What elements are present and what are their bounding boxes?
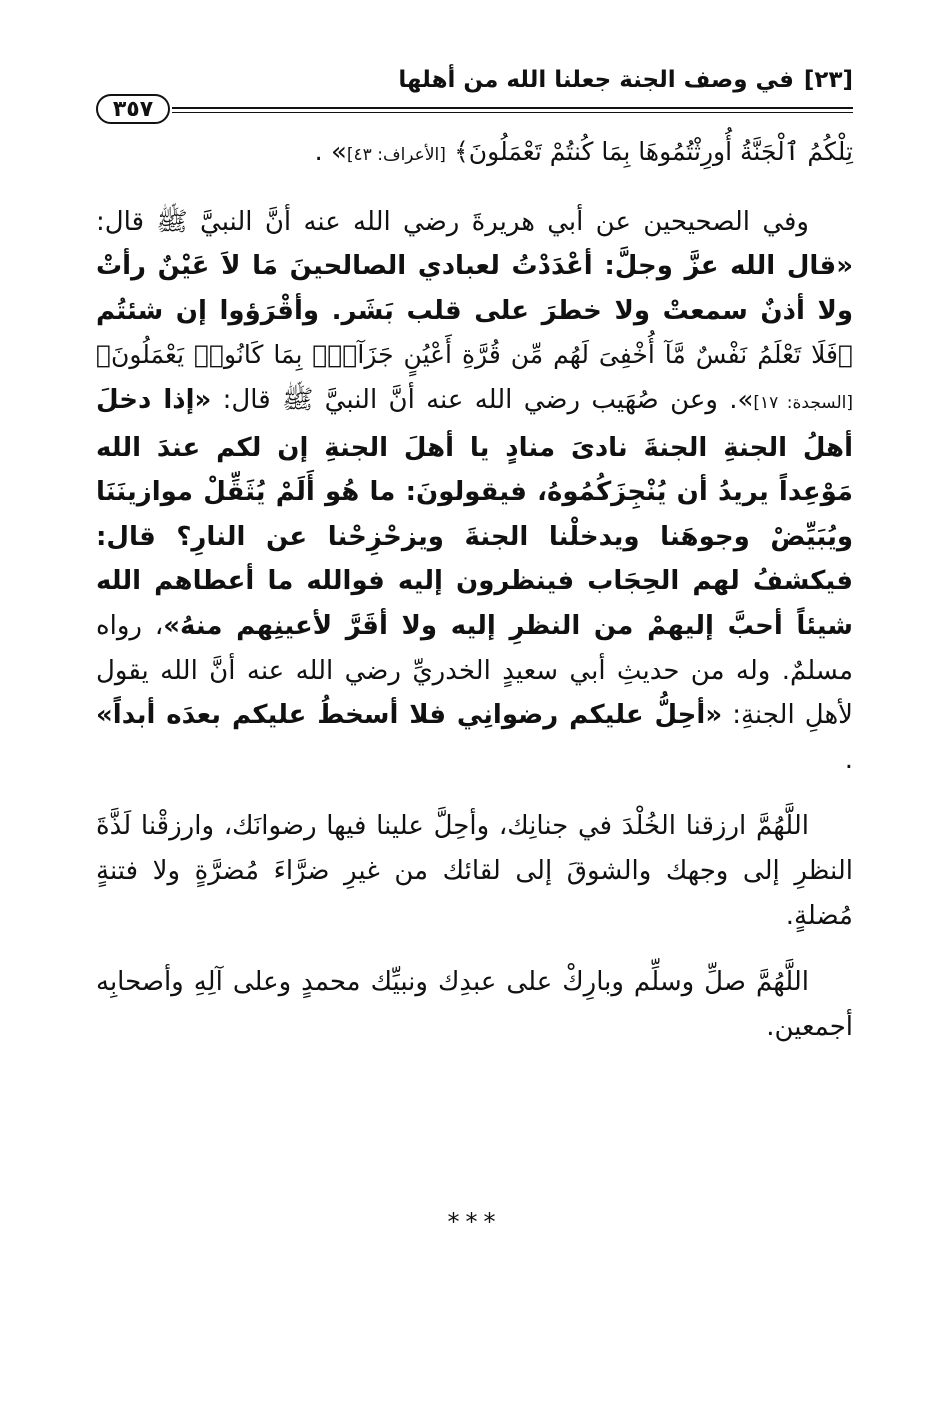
- hadith-narration: ، رواه مسلمٌ. وله من حديثِ أبي سعيدٍ الخدريِّ رضي الله عنه أنَّ الله يقول لأهلِ الجنةِ:: [96, 610, 854, 731]
- running-header: [96, 60, 853, 100]
- body-text: [96, 130, 853, 1049]
- hadith-qudsi: «قال الله عزَّ وجلَّ: أعْدَدْتُ لعبادي الصالحينَ مَا لاَ عَيْنٌ رأتْ ولا أذنٌ سمعتْ ولا خطرَ على قلب بَشَر. وأقْرَؤوا إن شئتُم: [96, 251, 853, 326]
- chapter-number: [٢٣]: [803, 67, 853, 93]
- paragraph-supplication-2: اللَّهُمَّ صلِّ وسلِّم وبارِكْ على عبدِك ونبيِّك محمدٍ وعلى آلِهِ وأصحابِه أجمعين.: [96, 967, 853, 1042]
- header-rule: [172, 107, 853, 109]
- verse-reference: [الأعراف: ٤٣]: [346, 145, 446, 165]
- paragraph-supplication-1: اللَّهُمَّ ارزقنا الخُلْدَ في جنانِك، وأحِلَّ علينا فيها رضوانَك، وارزقْنا لَذَّةَ النظرِ إلى وجهك والشوقَ إلى لقائك من غيرِ ضرَّاءَ مُضرَّةٍ ولا فتنةٍ مُضلةٍ.: [96, 811, 853, 931]
- verse-tail: » .: [314, 137, 347, 167]
- hadith-abu-said: «أحِلُّ عليكم رضوانِي فلا أسخطُ عليكم بعدَه أبداً»: [96, 700, 723, 731]
- verse-continuation: [96, 130, 853, 178]
- quran-verse-sajdah: ﴿فَلَا تَعْلَمُ نَفْسٌ مَّآ أُخْفِىَ لَهُم مِّن قُرَّةِ أَعْيُنٍ جَزَآءًۢ بِمَا كَانُوا۟ يَعْمَلُونَ﴾: [96, 340, 853, 370]
- hadith-suhayb: «إذا دخلَ أهلُ الجنةِ الجنةَ نادىَ منادٍ يا أهلَ الجنةِ إن لكم عندَ الله مَوْعِداً يريدُ أن يُنْجِزَكُمُوهُ، فيقولونَ: ما هُو أَلَمْ يُثَقِّلْ موازينَنَا ويُبَيِّضْ وجوهَنا ويدخلْنا الجنةَ ويزحْزِحْنا عن النارِ؟ قال: فيكشفُ لهم الحِجَاب فينظرون إليه فوالله ما أعطاهم الله شيئاً أحبَّ إليهمْ من النظرِ إليه ولا أقَرَّ لأعينِهم منهُ»: [96, 384, 853, 641]
- quran-verse: تِلْكُمُ ٱلْجَنَّةُ أُورِثْتُمُوهَا بِمَا كُنتُمْ تَعْمَلُونَ﴾: [454, 137, 853, 166]
- sajdah-reference: [السجدة: ١٧]: [753, 392, 853, 413]
- hadith-intro: وفي الصحيحين عن أبي هريرةَ رضي الله عنه أنَّ النبيَّ ﷺ قال:: [96, 206, 809, 237]
- paragraph-hadith: [96, 200, 853, 783]
- hadith-end: .: [844, 744, 853, 775]
- paragraph-gap: [96, 782, 853, 804]
- header-rule-thin: [172, 112, 853, 113]
- paragraph-gap: [96, 178, 853, 200]
- page-number: ٣٥٧: [96, 94, 170, 124]
- paragraph-gap: [96, 938, 853, 960]
- section-divider: ***: [447, 1208, 502, 1236]
- chapter-title: في وصف الجنة جعلنا الله من أهلها: [398, 67, 794, 93]
- hadith-transition: ». وعن صُهَيب رضي الله عنه أنَّ النبيَّ ﷺ قال:: [222, 384, 754, 415]
